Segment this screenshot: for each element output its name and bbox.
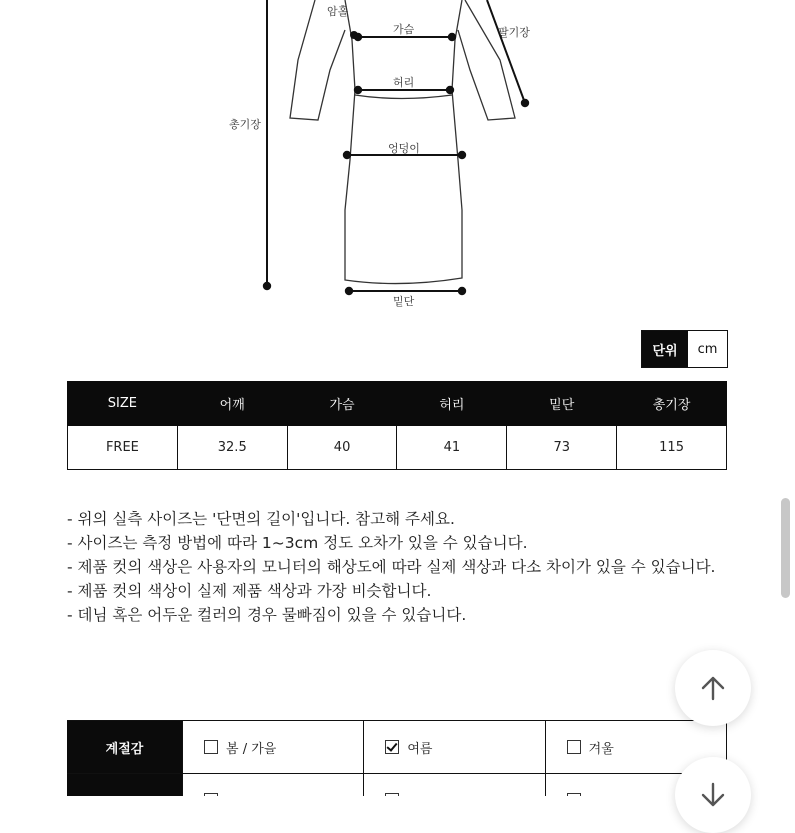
dress-illustration xyxy=(0,0,795,320)
scroll-down-button[interactable] xyxy=(675,757,751,833)
note-item: - 사이즈는 측정 방법에 따라 1~3cm 정도 오차가 있을 수 있습니다. xyxy=(67,534,528,552)
scroll-top-button[interactable] xyxy=(675,650,751,726)
label-waist: 허리 xyxy=(393,76,415,89)
note-item: - 제품 컷의 색상은 사용자의 모니터의 해상도에 따라 실제 색상과 다소 차이가 있을 수 있습니다. xyxy=(67,558,716,576)
season-label: 계절감 xyxy=(67,721,182,773)
header-hem: 밑단 xyxy=(507,382,617,426)
season-row xyxy=(67,721,727,774)
label-sleeve: 팔기장 xyxy=(498,26,530,39)
next-row-option xyxy=(182,774,363,796)
cell-total-length: 115 xyxy=(617,426,727,470)
arrow-up-icon xyxy=(698,673,728,703)
scrollbar-thumb[interactable] xyxy=(781,498,790,598)
checkbox-icon xyxy=(567,740,581,754)
cell-waist: 41 xyxy=(397,426,507,470)
note-item: - 위의 실측 사이즈는 '단면의 길이'입니다. 참고해 주세요. xyxy=(67,510,455,528)
measurement-diagram xyxy=(0,0,795,320)
cell-size: FREE xyxy=(68,426,178,470)
label-total-length: 총기장 xyxy=(229,118,261,131)
season-row-next xyxy=(67,774,727,796)
season-option-label: 여름 xyxy=(407,741,433,757)
label-chest: 가슴 xyxy=(393,23,415,36)
notes-list xyxy=(67,507,715,627)
season-option-label: 봄 / 가을 xyxy=(226,741,277,757)
unit-indicator xyxy=(641,330,728,368)
season-option-summer xyxy=(363,721,544,773)
header-size: SIZE xyxy=(68,382,178,426)
unit-value: cm xyxy=(688,331,727,367)
next-row-option xyxy=(363,774,544,796)
cell-hem: 73 xyxy=(507,426,617,470)
unit-label: 단위 xyxy=(642,331,688,367)
label-hip: 엉덩이 xyxy=(388,142,420,155)
checkbox-checked-icon xyxy=(385,740,399,754)
arrow-down-icon xyxy=(698,780,728,810)
label-armhole: 암홀 xyxy=(327,5,349,18)
size-table-header-row xyxy=(68,382,727,426)
header-shoulder: 어깨 xyxy=(177,382,287,426)
next-row-label xyxy=(67,774,182,796)
header-total-length: 총기장 xyxy=(617,382,727,426)
size-table xyxy=(67,381,727,470)
cell-shoulder: 32.5 xyxy=(177,426,287,470)
table-row xyxy=(68,426,727,470)
season-table xyxy=(67,720,727,796)
header-chest: 가슴 xyxy=(287,382,397,426)
cell-chest: 40 xyxy=(287,426,397,470)
note-item: - 제품 컷의 색상이 실제 제품 색상과 가장 비슷합니다. xyxy=(67,582,432,600)
season-option-label: 겨울 xyxy=(588,741,614,757)
season-option-spring-fall xyxy=(182,721,363,773)
note-item: - 데님 혹은 어두운 컬러의 경우 물빠짐이 있을 수 있습니다. xyxy=(67,606,467,624)
label-hem: 밑단 xyxy=(393,295,415,308)
checkbox-icon xyxy=(204,740,218,754)
header-waist: 허리 xyxy=(397,382,507,426)
